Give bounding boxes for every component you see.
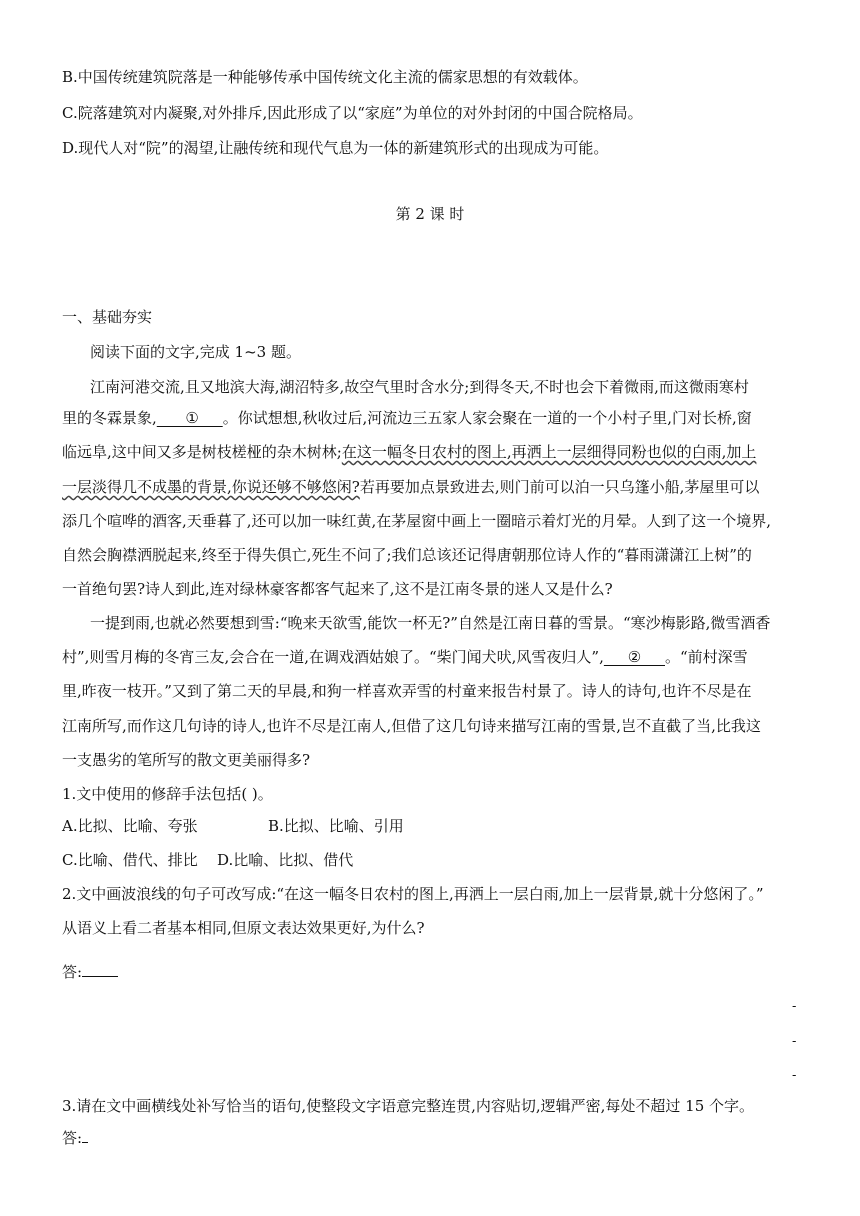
reading-instruction: 阅读下面的文字,完成 1~3 题。: [90, 343, 301, 361]
option-d-prev: D.现代人对“院”的渴望,让融传统和现代气息为一体的新建筑形式的出现成为可能。: [62, 139, 609, 157]
passage-line: [62, 408, 752, 428]
question-1-option-c: C.比喻、借代、排比: [62, 851, 198, 869]
question-2-stem-cont: 从语义上看二者基本相同,但原文表达效果更好,为什么?: [62, 919, 425, 937]
fill-blank-1[interactable]: ①: [156, 409, 223, 427]
wavy-underlined-sentence: 在这一幅冬日农村的图上,再洒上一层细得同粉也似的白雨,加上: [341, 443, 757, 461]
passage-text: 若再要加点景致进去,则门前可以泊一只乌篷小船,茅屋里可以: [359, 478, 760, 496]
passage-line: 江南所写,而作这几句诗的诗人,也许不尽是江南人,但借了这几句诗来描写江南的雪景,岂不直截了当,比我这: [62, 717, 761, 735]
passage-line: 一提到雨,也就必然要想到雪:“晚来天欲雪,能饮一杯无?”自然是江南日暮的雪景。“寒沙梅影路,微雪酒香: [90, 614, 771, 632]
option-c-prev: C.院落建筑对内凝聚,对外排斥,因此形成了以“家庭”为单位的对外封闭的中国合院格局。: [62, 104, 643, 122]
fill-blank-2[interactable]: ②: [603, 648, 665, 666]
question-1-stem: 1.文中使用的修辞手法包括( )。: [62, 785, 273, 803]
answer-blank[interactable]: [82, 962, 118, 977]
question-3-stem: 3.请在文中画横线处补写恰当的语句,使整段文字语意完整连贯,内容贴切,逻辑严密,每处不超过 15 个字。: [62, 1097, 755, 1115]
answer-blank[interactable]: [82, 1128, 88, 1143]
question-3-answer: [62, 1128, 88, 1148]
passage-line: [62, 647, 748, 667]
question-1-option-a: A.比拟、比喻、夸张: [62, 817, 198, 835]
answer-label: 答:: [62, 963, 83, 981]
lesson-title: 第 2 课 时: [395, 205, 465, 223]
question-2-stem: 2.文中画波浪线的句子可改写成:“在这一幅冬日农村的图上,再洒上一层白雨,加上一层背景,就十分悠闲了。”: [62, 885, 764, 903]
passage-text: 里的冬霖景象,: [62, 409, 157, 427]
passage-line: 江南河港交流,且又地滨大海,湖沼特多,故空气里时含水分;到得冬天,不时也会下着微雨,而这微雨寒村: [90, 378, 749, 396]
margin-dash: -: [792, 999, 797, 1014]
question-2-answer: [62, 962, 118, 982]
margin-dash: -: [792, 1068, 797, 1083]
section-heading: 一、基础夯实: [62, 308, 153, 326]
passage-text: 村”,则雪月梅的冬宵三友,会合在一道,在调戏酒姑娘了。“柴门闻犬吠,风雪夜归人”,: [62, 648, 604, 666]
passage-line: 自然会胸襟洒脱起来,终至于得失俱亡,死生不问了;我们总该还记得唐朝那位诗人作的“暮雨潇潇江上树”的: [62, 546, 752, 564]
question-1-option-d: D.比喻、比拟、借代: [217, 851, 354, 869]
passage-text: 临远阜,这中间又多是树枝槎桠的杂木树林;: [62, 443, 342, 461]
passage-line: 添几个喧哗的酒客,天垂暮了,还可以加一味红黄,在茅屋窗中画上一圈暗示着灯光的月晕。人到了这一个境界,: [62, 512, 772, 530]
question-1-option-b: B.比拟、比喻、引用: [268, 817, 404, 835]
passage-line: 里,昨夜一枝开。”又到了第二天的早晨,和狗一样喜欢弄雪的村童来报告村景了。诗人的诗句,也许不尽是在: [62, 682, 752, 700]
answer-label: 答:: [62, 1129, 83, 1147]
passage-text: 。你试想想,秋收过后,河流边三五家人家会聚在一道的一个小村子里,门对长桥,窗: [222, 409, 752, 427]
passage-text: 。“前村深雪: [665, 648, 748, 666]
option-b-prev: B.中国传统建筑院落是一种能够传承中国传统文化主流的儒家思想的有效载体。: [62, 68, 588, 86]
passage-line: 一首绝句罢?诗人到此,连对绿林豪客都客气起来了,这不是江南冬景的迷人又是什么?: [62, 580, 613, 598]
margin-dash: -: [792, 1034, 797, 1049]
passage-line: [62, 442, 756, 462]
passage-line: 一支愚劣的笔所写的散文更美丽得多?: [62, 751, 311, 769]
wavy-underlined-sentence: 一层淡得几不成墨的背景,你说还够不够悠闲?: [62, 478, 360, 496]
passage-line: [62, 477, 759, 497]
